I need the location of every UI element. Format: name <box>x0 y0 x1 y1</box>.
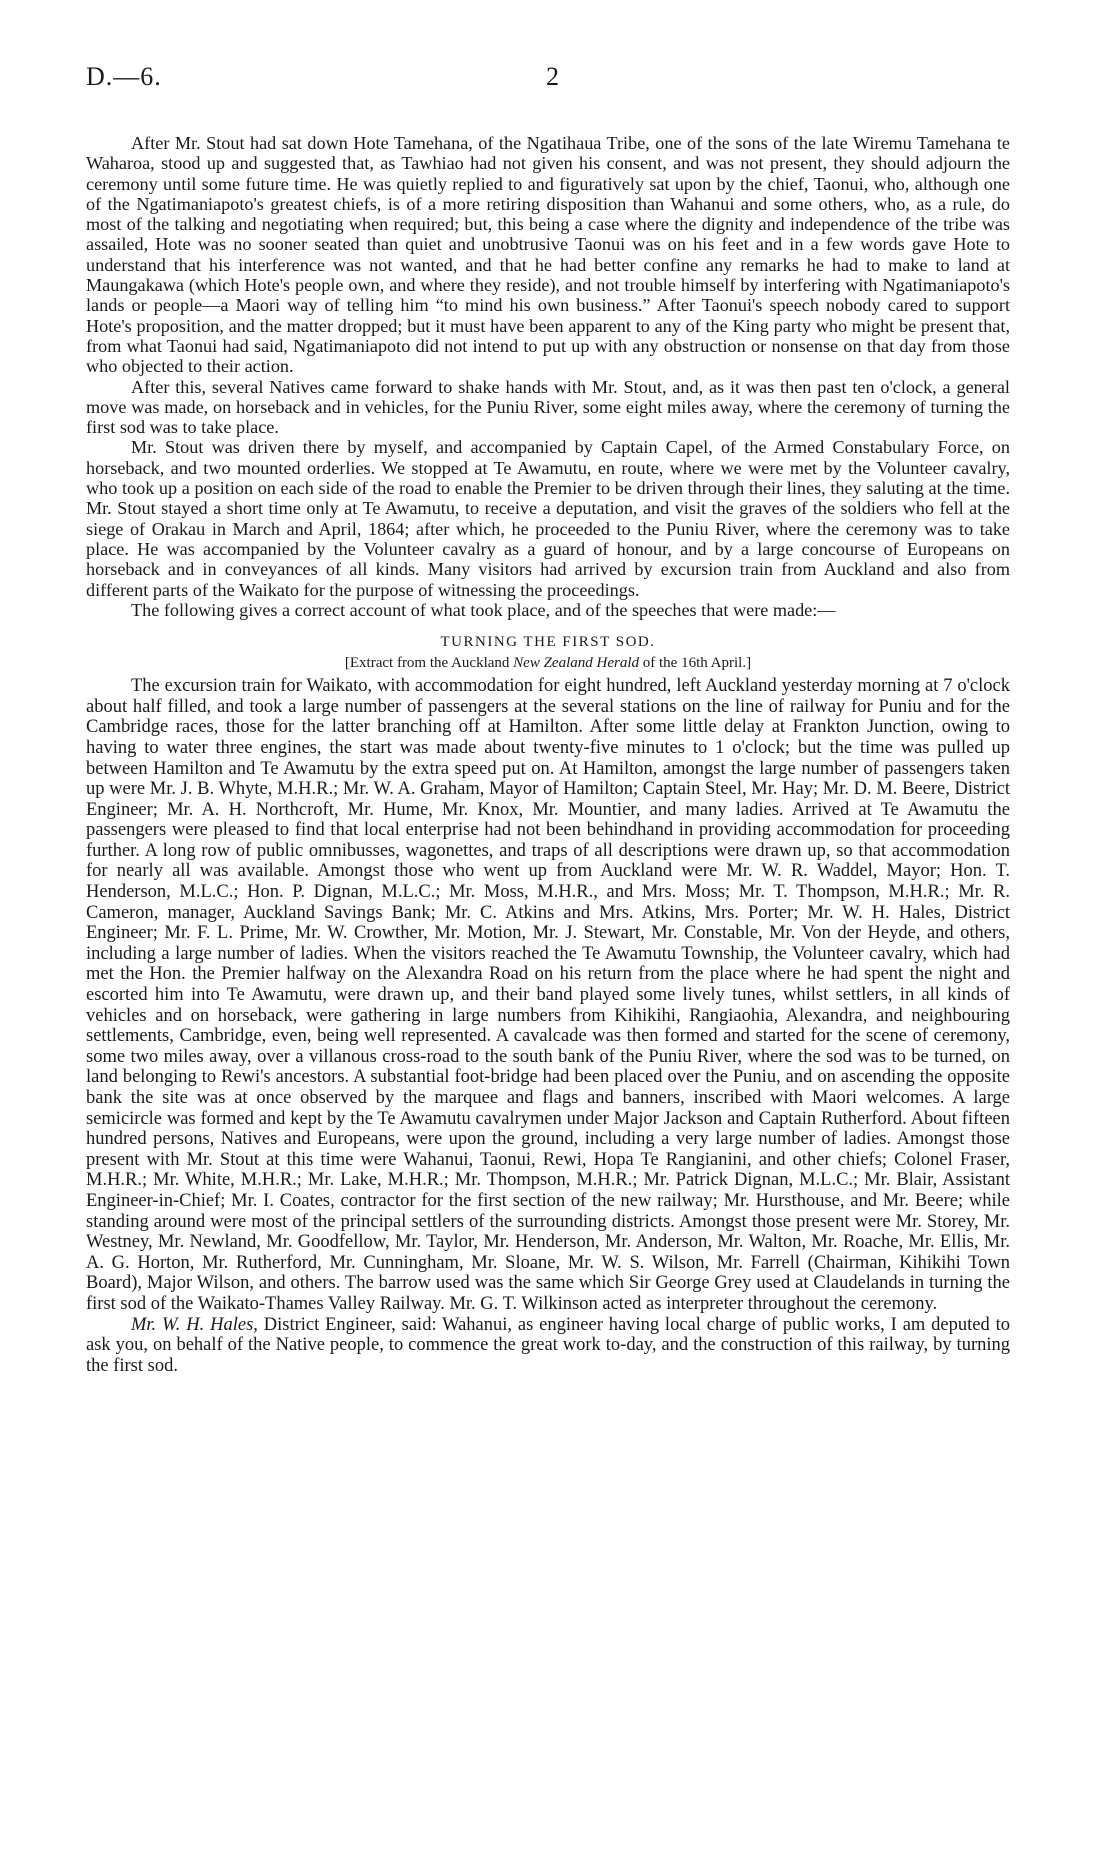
paragraph-excursion-train: The excursion train for Waikato, with accommodation for eight hundred, left Auckland yesterday morning at 7 o'clock about half filled, and took a large number of passengers at the several stations on the line of railway for Puniu and for the Cambridge races, those for the latter branching off at Hamilton. After some little delay at Frankton Junction, owing to having to water three engines, the start was made about twenty-five minutes to 1 o'clock; but the time was pulled up between Hamilton and Te Awamutu by the extra speed put on. At Hamilton, amongst the large number of passengers taken up were Mr. J. B. Whyte, M.H.R.; Mr. W. A. Graham, Mayor of Hamilton; Captain Steel, Mr. Hay; Mr. D. M. Beere, District Engineer; Mr. A. H. Northcroft, Mr. Hume, Mr. Knox, Mr. Mountier, and many ladies. Arrived at Te Awamutu the passengers were pleased to find that local enterprise had not been behindhand in providing accommodation for proceeding further. A long row of public omnibusses, wagonettes, and traps of all descriptions were drawn up, so that accommodation for nearly all was available. Amongst those who went up from Auckland were Mr. W. R. Waddel, Mayor; Hon. T. Henderson, M.L.C.; Hon. P. Dignan, M.L.C.; Mr. Moss, M.H.R., and Mrs. Moss; Mr. T. Thompson, M.H.R.; Mr. R. Cameron, manager, Auckland Savings Bank; Mr. C. Atkins and Mrs. Atkins, Mrs. Porter; Mr. W. H. Hales, District Engineer; Mr. F. L. Prime, Mr. W. Crowther, Mr. Motion, Mr. J. Stewart, Mr. Constable, Mr. Von der Heyde, and others, including a large number of ladies. When the visitors reached the Te Awamutu Township, the Volunteer cavalry, which had met the Hon. the Premier halfway on the Alexandra Road on his return from the place where he had spent the night and escorted him into Te Awamutu, were drawn up, and their band played some lively tunes, whilst settlers, in all kinds of vehicles and on horseback, were gathering in large numbers from Kihikihi, Rangiaohia, Alexandra, and neighbouring settlements, Cambridge, even, being well represented. A cavalcade was then formed and started for the scene of ceremony, some two miles away, over a villanous cross-road to the south bank of the Puniu River, where the sod was to be turned, on land belonging to Rewi's ancestors. A substantial foot-bridge had been placed over the Puniu, and on ascending the opposite bank the site was at once observed by the marquee and flags and banners, inscribed with Maori welcomes. A large semicircle was formed and kept by the Te Awamutu cavalrymen under Major Jackson and Captain Rutherford. About fifteen hundred persons, Natives and Europeans, were upon the ground, including a very large number of ladies. Amongst those present with Mr. Stout at this time were Wahanui, Taonui, Rewi, Hopa Te Rangianini, and other chiefs; Colonel Fraser, M.H.R.; Mr. White, M.H.R.; Mr. Lake, M.H.R.; Mr. Thompson, M.H.R.; Mr. Patrick Dignan, M.L.C.; Mr. Blair, Assistant Engineer-in-Chief; Mr. I. Coates, contractor for the first section of the new railway; Mr. Hursthouse, and Mr. Beere; while standing around were most of the principal settlers of the surrounding districts. Amongst those present were Mr. Storey, Mr. Westney, Mr. Newland, Mr. Goodfellow, Mr. Taylor, Mr. Henderson, Mr. Anderson, Mr. Walton, Mr. Roache, Mr. Ellis, Mr. A. G. Horton, Mr. Rutherford, Mr. Cunningham, Mr. Sloane, Mr. W. S. Wilson, Mr. Farrell (Chairman, Kihikihi Town Board), Major Wilson, and others. The barrow used was the same which Sir George Grey used at Claudelands in turning the first sod of the Waikato-Thames Valley Railway. Mr. G. T. Wilkinson acted as interpreter throughout the ceremony. <box>86 676 1010 1314</box>
speaker-name: Mr. W. H. Hales <box>131 1314 254 1335</box>
herald-extract <box>86 676 1010 1376</box>
page-number: 2 <box>546 62 559 91</box>
paragraph-general-move: After this, several Natives came forward to shake hands with Mr. Stout, and, as it was then past ten o'clock, a general move was made, on horseback and in vehicles, for the Puniu River, some eight miles away, where the ceremony of turning the first sod was to take place. <box>86 376 1010 438</box>
paragraph-hote-tamehana: After Mr. Stout had sat down Hote Tamehana, of the Ngatihaua Tribe, one of the sons of the late Wiremu Tamehana te Waharoa, stood up and suggested that, as Tawhiao had not given his consent, and was not present, they should adjourn the ceremony until some future time. He was quietly replied to and figuratively sat upon by the chief, Taonui, who, although one of the Ngatimaniapoto's greatest chiefs, is of a more retiring disposition than Wahanui and some others, who, as a rule, do most of the talking and negotiating when required; but, this being a case where the dignity and independence of the tribe was assailed, Hote was no sooner seated than quiet and unobtrusive Taonui was on his feet and in a few words gave Hote to understand that his interference was not wanted, and that he had better confine any remarks he had to make to land at Maungakawa (which Hote's people own, and where they reside), and not trouble himself by interfering with Ngatimaniapoto's lands or people—a Maori way of telling him “to mind his own business.” After Taonui's speech nobody cared to support Hote's proposition, and the matter dropped; but it must have been apparent to any of the King party who might be present that, from what Taonui had said, Ngatimaniapoto did not intend to put up with any obstruction or nonsense on that day from those who objected to their action. <box>86 133 1010 377</box>
document-reference: D.—6. <box>86 62 162 91</box>
speech-text: , District Engineer, said: Wahanui, as engineer having local charge of public works, I am deputed to ask you, on behalf of the Native people, to commence the great work to-day, and the construction of this railway, by turning the first sod. <box>86 1314 1010 1376</box>
extract-suffix: of the 16th April.] <box>639 655 752 672</box>
paragraph-hales-speech <box>86 1315 1010 1377</box>
extract-prefix: [Extract from the Auckland <box>344 655 514 672</box>
page-header <box>86 62 1026 102</box>
section-title: TURNING THE FIRST SOD. <box>440 634 656 651</box>
paragraph-mr-stout-driven: Mr. Stout was driven there by myself, and accompanied by Captain Capel, of the Armed Constabulary Force, on horseback, and two mounted orderlies. We stopped at Te Awamutu, en route, where we were met by the Volunteer cavalry, who took up a position on each side of the road to enable the Premier to be driven through their lines, they saluting at the time. Mr. Stout stayed a short time only at Te Awamutu, to receive a deputation, and visit the graves of the soldiers who fell at the siege of Orakau in March and April, 1864; after which, he proceeded to the Puniu River, where the ceremony was to take place. He was accompanied by the Volunteer cavalry as a guard of honour, and by a large concourse of Europeans on horseback and in conveyances of all kinds. Many visitors had arrived by excursion train from Auckland and also from different parts of the Waikato for the purpose of witnessing the proceedings. <box>86 437 1010 600</box>
paragraph-following-account: The following gives a correct account of what took place, and of the speeches that were made:— <box>131 599 836 620</box>
extract-source <box>86 655 1010 672</box>
document-body <box>86 133 1010 1376</box>
extract-newspaper-name: New Zealand Herald <box>513 655 640 672</box>
